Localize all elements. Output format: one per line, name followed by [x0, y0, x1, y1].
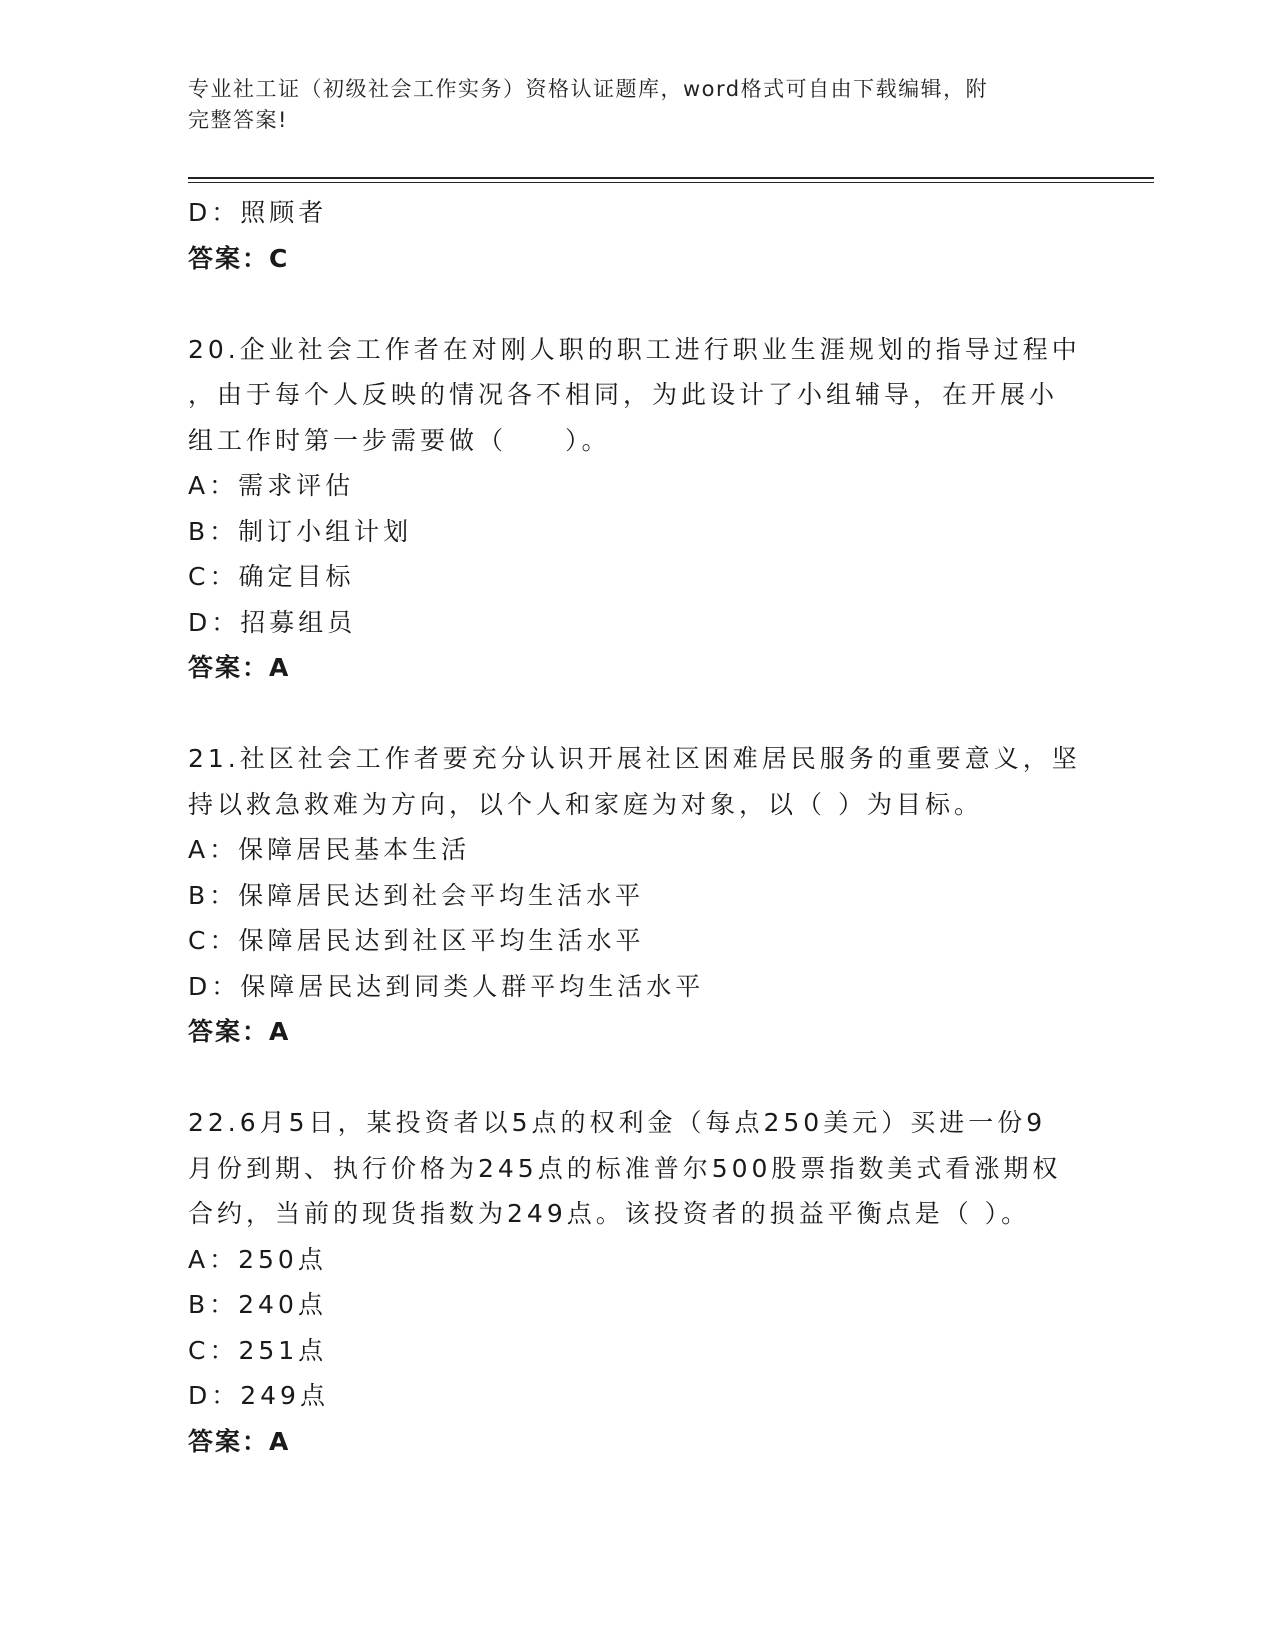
option-b: B：保障居民达到社会平均生活水平 — [188, 880, 645, 910]
question-text: 20.企业社会工作者在对刚人职的职工进行职业生涯规划的指导过程中 — [188, 334, 1081, 364]
answer: 答案：C — [188, 243, 290, 273]
question-text: 21.社区社会工作者要充分认识开展社区困难居民服务的重要意义，坚 — [188, 744, 1081, 773]
option-a: A：需求评估 — [188, 471, 355, 500]
question-text: 持以救急救难为方向，以个人和家庭为对象，以（ ）为目标。 — [188, 789, 983, 819]
page-header — [188, 74, 1078, 136]
option-c: C：确定目标 — [188, 562, 355, 591]
answer: 答案：A — [188, 653, 291, 682]
option-d: D：249点 — [188, 1381, 329, 1410]
spacer — [188, 691, 1088, 737]
header-rule-thin — [188, 182, 1154, 183]
question-22 — [188, 1100, 1088, 1464]
option-b: B：制订小组计划 — [188, 516, 413, 546]
question-21 — [188, 736, 1088, 1055]
option-d: D：照顾者 — [188, 198, 328, 227]
header-rule-thick — [188, 177, 1154, 179]
option-c: C：251点 — [188, 1335, 328, 1365]
option-d: D：保障居民达到同类人群平均生活水平 — [188, 971, 705, 1001]
spacer — [188, 1055, 1088, 1101]
question-text: 合约，当前的现货指数为249点。该投资者的损益平衡点是（ ）。 — [188, 1199, 1031, 1228]
header-line-2: 完整答案! — [188, 108, 288, 132]
question-text: 组工作时第一步需要做（ ）。 — [188, 425, 611, 455]
question-text: ，由于每个人反映的情况各不相同，为此设计了小组辅导，在开展小 — [188, 380, 1059, 409]
option-a: A：250点 — [188, 1244, 327, 1274]
question-text: 22.6月5日，某投资者以5点的权利金（每点250美元）买进一份9 — [188, 1108, 1047, 1137]
option-c: C：保障居民达到社区平均生活水平 — [188, 926, 645, 955]
question-text: 月份到期、执行价格为245点的标准普尔500股票指数美式看涨期权 — [188, 1153, 1062, 1183]
answer: 答案：A — [188, 1426, 291, 1456]
answer: 答案：A — [188, 1017, 291, 1046]
spacer — [188, 281, 1088, 327]
option-d: D：招募组员 — [188, 607, 357, 637]
header-line-1: 专业社工证（初级社会工作实务）资格认证题库，word格式可自由下载编辑，附 — [188, 77, 989, 101]
question-20 — [188, 327, 1088, 691]
option-a: A：保障居民基本生活 — [188, 835, 471, 864]
question-content — [188, 190, 1088, 1464]
option-b: B：240点 — [188, 1290, 327, 1319]
previous-question-tail — [188, 190, 1088, 281]
